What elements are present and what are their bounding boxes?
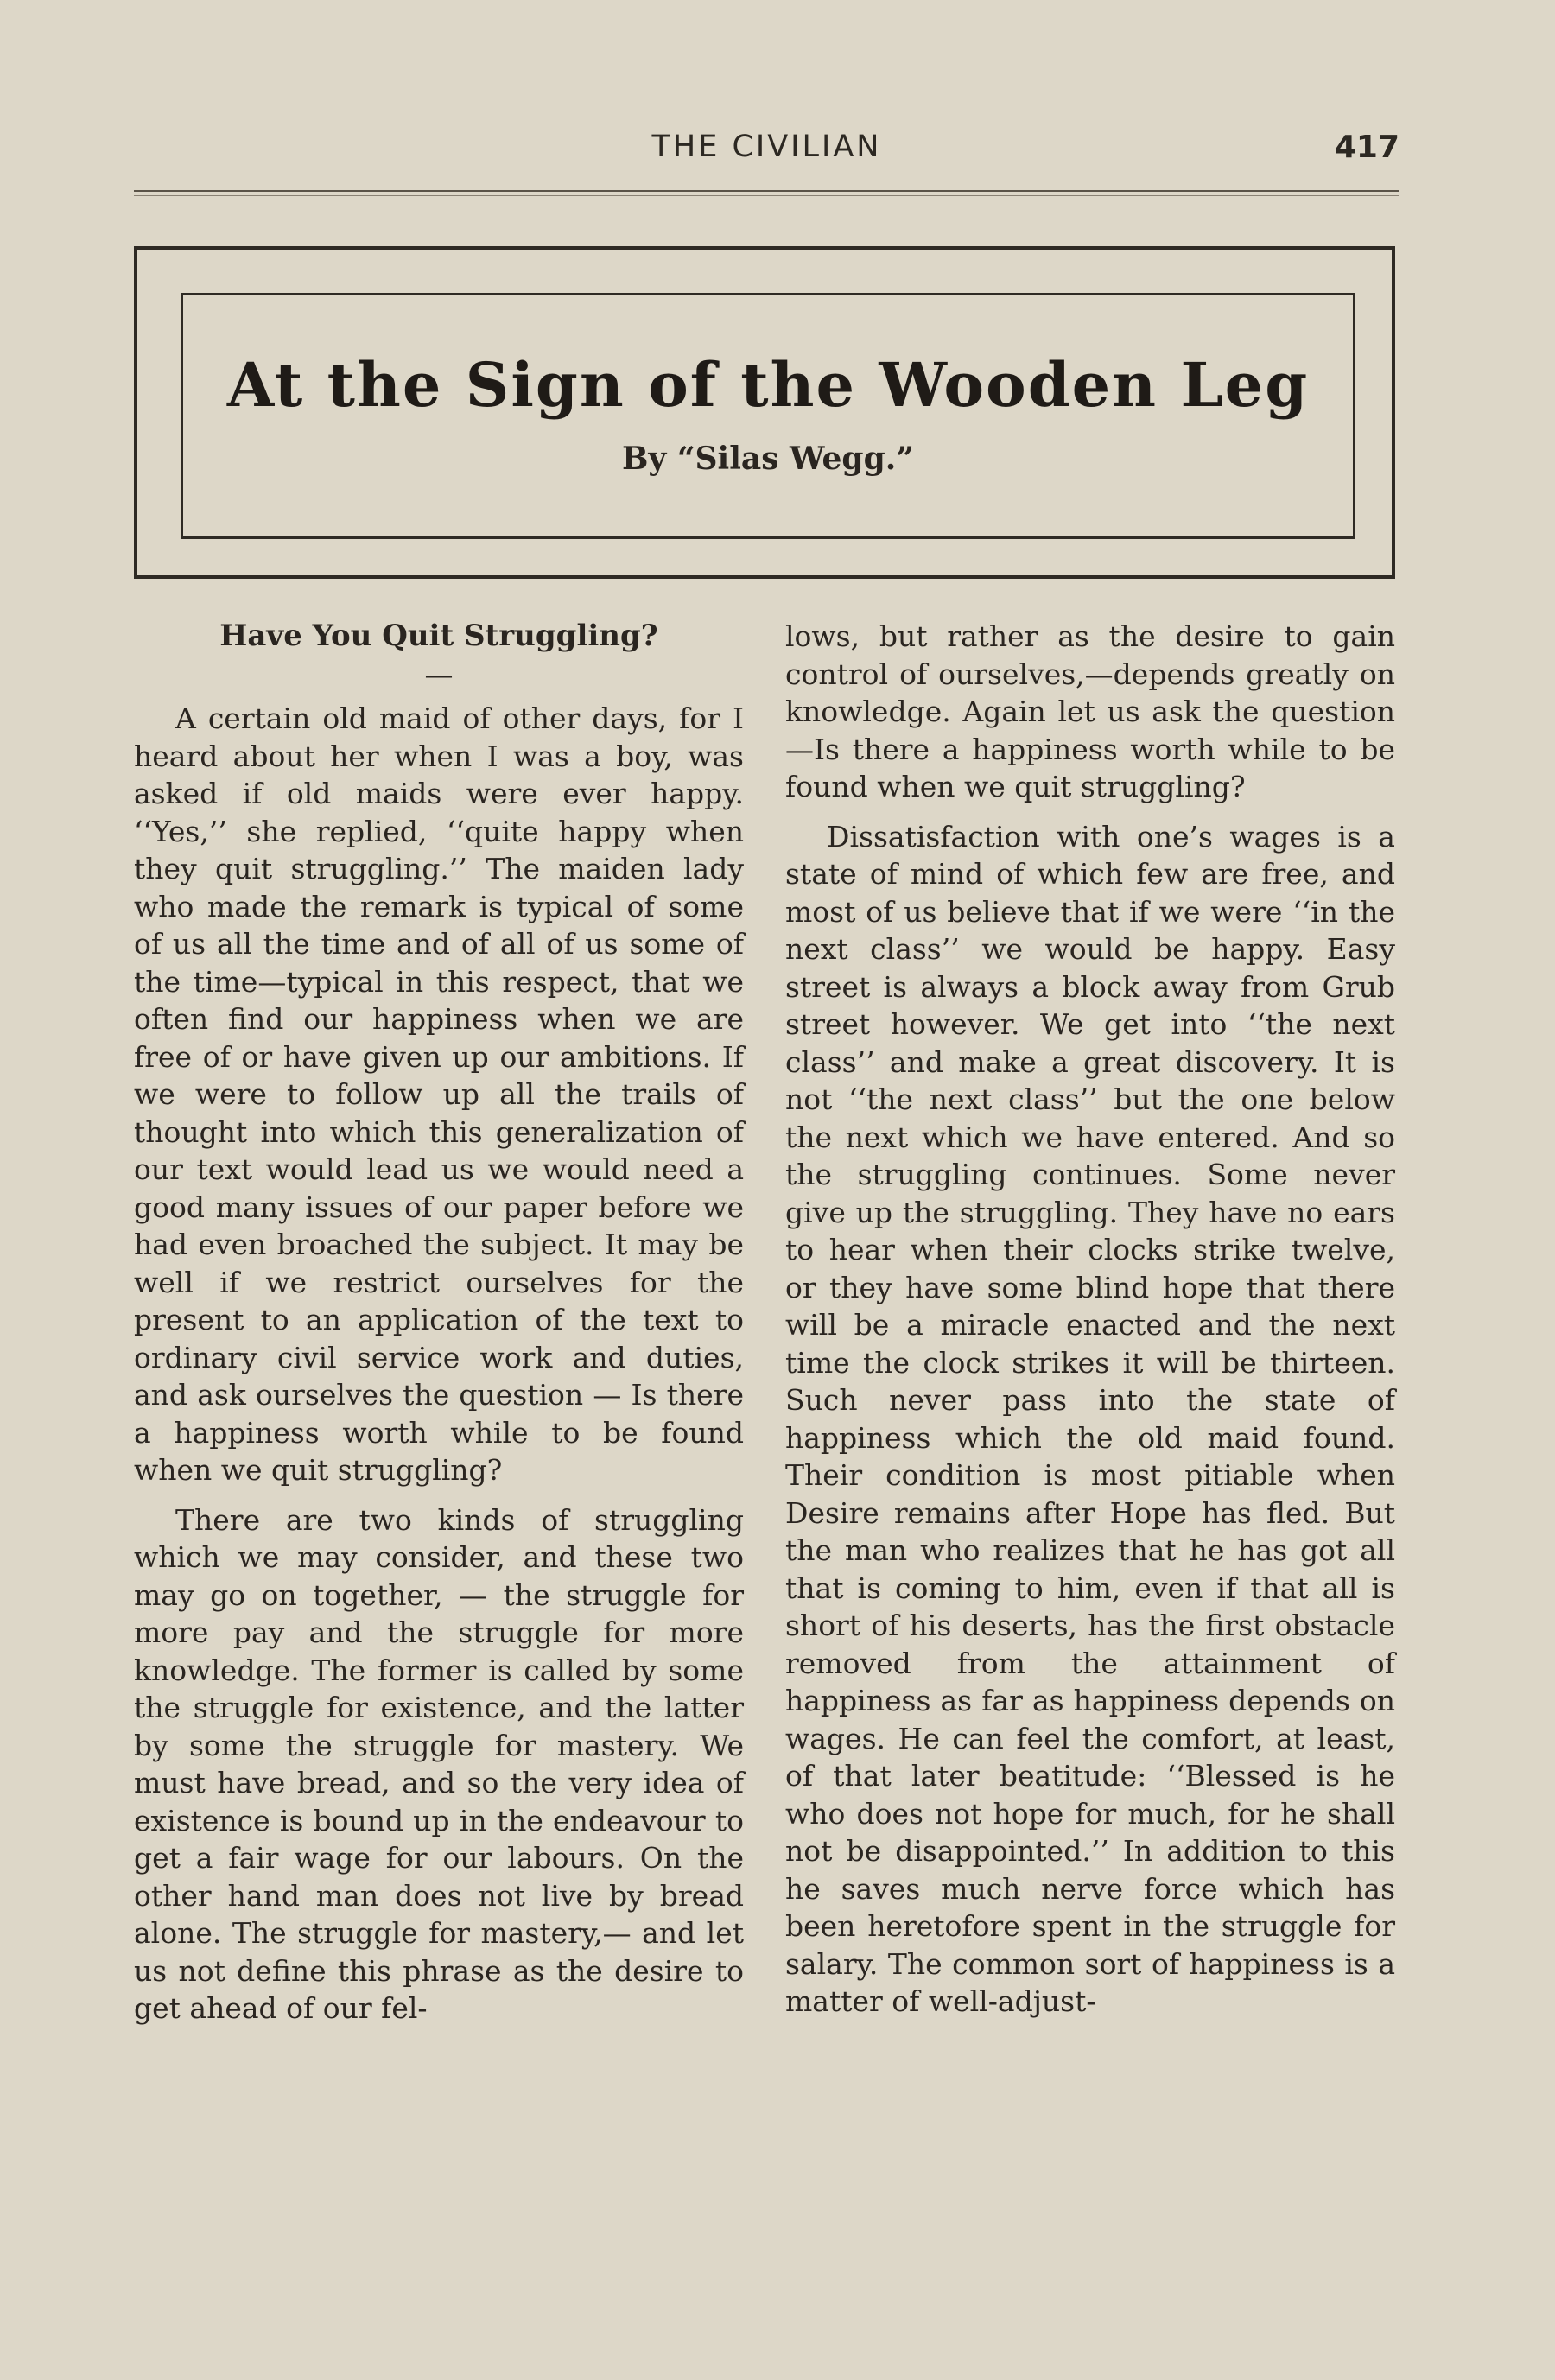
title-box-inner: [181, 293, 1355, 539]
column-title: At the Sign of the Wooden Leg: [226, 349, 1310, 421]
article-heading: Have You Quit Struggling?: [219, 619, 658, 653]
paragraph: A certain old maid of other days, for I heard about her when I was a boy, was asked if old maids were ever happy. ‘‘Yes,’’ she replied, ‘‘quite happy when they quit struggling.’’ The maiden lady who made the remark is typical of some of us all the time and of all of us some of the time—typical in this respect, that we often find our happiness when we are free of or have given up our ambitions. If we were to follow up all the trails of thought into which this generalization of our text would lead us we would need a good many issues of our paper before we had even broached the subject. It may be well if we restrict ourselves for the present to an application of the text to ordinary civil service work and duties, and ask ourselves the question — Is there a happiness worth while to be found when we quit struggling?: [134, 701, 744, 1487]
paragraph: Dissatisfaction with one’s wages is a state of mind of which few are free, and most of us believe that if we were ‘‘in the next class’’ we would be happy. Easy street is always a block away from Grub street however. We get into ‘‘the next class’’ and make a great discovery. It is not ‘‘the next class’’ but the one below the next which we have entered. And so the struggling continues. Some never give up the struggling. They have no ears to hear when their clocks strike twelve, or they have some blind hope that there will be a miracle enacted and the next time the clock strikes it will be thirteen. Such never pass into the state of happiness which the old maid found. Their condition is most pitiable when Desire remains after Hope has fled. But the man who realizes that he has got all that is coming to him, even if that all is short of his deserts, has the first obstacle removed from the attainment of happiness as far as happiness depends on wages. He can feel the comfort, at least, of that later beatitude: ‘‘Blessed is he who does not hope for much, for he shall not be disappointed.’’ In addition to this he saves much nerve force which has been heretofore spent in the struggle for salary. The common sort of happiness is a matter of well-adjust-: [785, 819, 1395, 2018]
heading-separator: —: [424, 657, 454, 691]
title-box-outer: [134, 246, 1395, 579]
running-title: THE CIVILIAN: [651, 130, 882, 164]
running-header: [134, 130, 1400, 173]
page-number: 417: [1334, 130, 1400, 165]
paragraph: There are two kinds of struggling which we may consider, and these two may go on together, — the struggle for more pay and the struggle for more knowledge. The former is called by some the struggle for existence, and the latter by some the struggle for mastery. We must have bread, and so the very idea of existence is bound up in the endeavour to get a fair wage for our labours. On the other hand man does not live by bread alone. The struggle for mastery,— and let us not define this phrase as the desire to get ahead of our fel-: [134, 1502, 744, 2025]
byline: By “Silas Wegg.”: [621, 441, 915, 477]
left-column: [134, 618, 744, 2040]
paragraph: lows, but rather as the desire to gain control of ourselves,—depends greatly on knowledge. Again let us ask the question—Is there a happiness worth while to be found when we quit struggling?: [785, 619, 1395, 803]
header-rule: [134, 190, 1400, 192]
header-rule-thin: [134, 195, 1400, 196]
right-column: [785, 618, 1395, 2033]
